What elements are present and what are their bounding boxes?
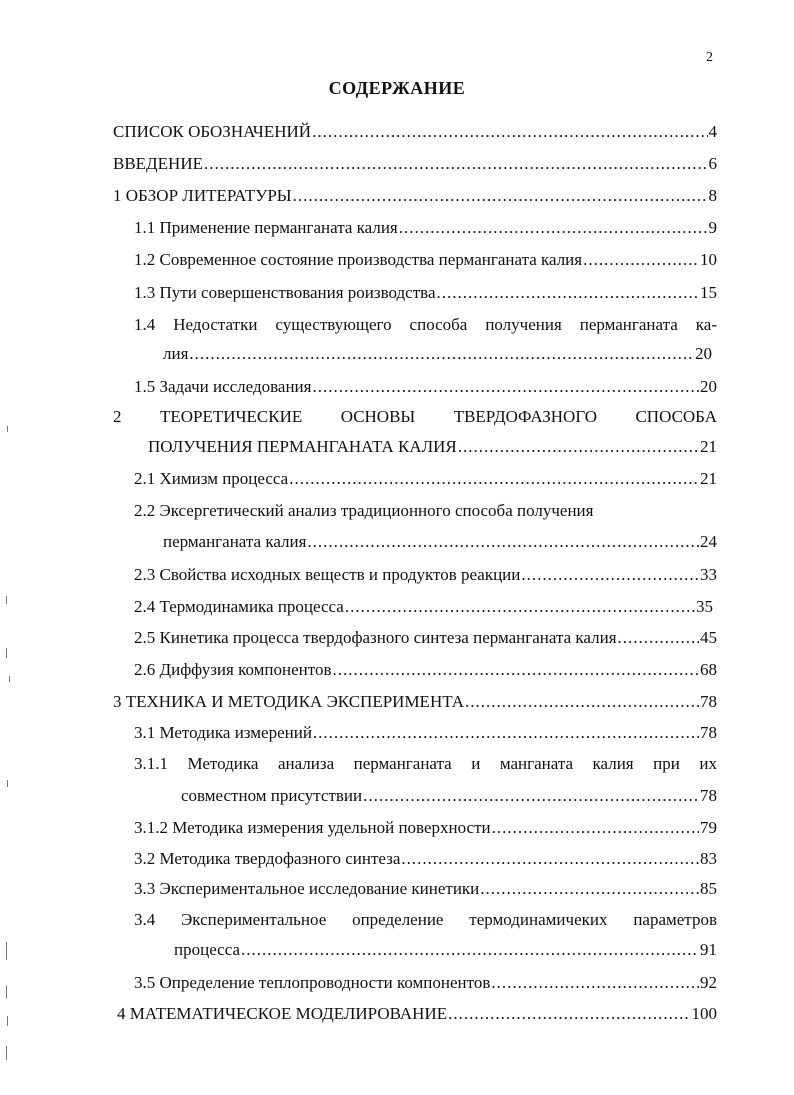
toc-leader: [345, 596, 695, 618]
toc-entry-2-4[interactable]: [134, 596, 713, 618]
toc-leader: [241, 939, 699, 961]
toc-entry-2-6[interactable]: [134, 659, 717, 681]
toc-entry-3-2[interactable]: [134, 848, 717, 870]
toc-page: 85: [700, 879, 717, 898]
toc-page: 100: [691, 1004, 717, 1023]
toc-word: ОСНОВЫ: [340, 407, 416, 426]
toc-word: перманганата: [579, 315, 678, 334]
toc-word: 3.4: [134, 910, 156, 929]
toc-entry-chapter-2-continued[interactable]: [148, 436, 717, 458]
toc-label: 3.3 Экспериментальное исследование кинетики: [134, 879, 480, 898]
toc-page: 79: [700, 818, 717, 837]
toc-page: 4: [708, 122, 717, 141]
toc-entry-3-1-1[interactable]: [134, 753, 717, 775]
toc-word: и: [471, 754, 481, 773]
toc-label: лия: [163, 344, 189, 363]
toc-entry-chapter-4[interactable]: [117, 1003, 717, 1025]
toc-page: 15: [700, 283, 717, 302]
toc-label: 1.5 Задачи исследования: [134, 377, 312, 396]
toc-word: калия: [592, 754, 634, 773]
toc-entry-2-5[interactable]: [134, 627, 717, 649]
toc-label: процесса: [174, 940, 241, 959]
toc-word: ТВЕРДОФАЗНОГО: [453, 407, 598, 426]
toc-word: существующего: [275, 315, 392, 334]
toc-label: 3 ТЕХНИКА И МЕТОДИКА ЭКСПЕРИМЕНТА: [113, 692, 465, 711]
toc-label: 2.3 Свойства исходных веществ и продуктов реакции: [134, 565, 521, 584]
toc-leader: [458, 436, 699, 458]
toc-label: ПОЛУЧЕНИЯ ПЕРМАНГАНАТА КАЛИЯ: [148, 437, 457, 456]
toc-label: 1 ОБЗОР ЛИТЕРАТУРЫ: [113, 186, 292, 205]
toc-page: 92: [700, 973, 717, 992]
scan-mark: [6, 986, 7, 998]
toc-word: Методика: [187, 754, 259, 773]
toc-leader: [312, 376, 699, 398]
toc-leader: [363, 785, 699, 807]
toc-entry-3-4[interactable]: [134, 909, 717, 931]
toc-entry-2-2[interactable]: 2.2 Эксергетический анализ традиционного способа получения: [134, 501, 594, 520]
toc-entry-introduction[interactable]: [113, 153, 717, 175]
toc-word: Недостатки: [173, 315, 258, 334]
toc-page: 10: [700, 250, 717, 269]
toc-leader: [289, 468, 699, 490]
toc-word: 1.4: [134, 315, 156, 334]
toc-page: 8: [708, 186, 717, 205]
toc-label: 1.1 Применение перманганата калия: [134, 218, 398, 237]
toc-label: перманганата калия: [163, 532, 307, 551]
toc-page: 20: [700, 377, 717, 396]
toc-label: 3.2 Методика твердофазного синтеза: [134, 849, 401, 868]
toc-leader: [480, 878, 699, 900]
scan-mark: [6, 648, 7, 658]
toc-leader: [437, 282, 699, 304]
toc-label: СПИСОК ОБОЗНАЧЕНИЙ: [113, 122, 312, 141]
scan-mark: [7, 1016, 8, 1026]
toc-entry-1-3[interactable]: [134, 282, 717, 304]
toc-entry-list-of-symbols[interactable]: [113, 121, 717, 143]
toc-word: анализа: [277, 754, 335, 773]
toc-page: 24: [700, 532, 717, 551]
toc-word: способа: [409, 315, 468, 334]
toc-page: 78: [700, 723, 717, 742]
toc-label: 2.1 Химизм процесса: [134, 469, 289, 488]
toc-word: перманганата: [353, 754, 452, 773]
toc-entry-3-1[interactable]: [134, 722, 717, 744]
toc-entry-1-5[interactable]: [134, 376, 717, 398]
toc-label: 2.5 Кинетика процесса твердофазного синтеза перманганата калия: [134, 628, 617, 647]
toc-label: 1.2 Современное состояние производства перманганата калия: [134, 250, 583, 269]
toc-entry-2-2-continued[interactable]: [163, 531, 717, 553]
toc-label: ВВЕДЕНИЕ: [113, 154, 203, 173]
scan-mark: [6, 942, 7, 960]
toc-page: 6: [708, 154, 717, 173]
toc-entry-1-4-continued[interactable]: [163, 343, 712, 365]
toc-word: СПОСОБА: [635, 407, 717, 426]
page-title: СОДЕРЖАНИЕ: [328, 78, 466, 98]
toc-entry-chapter-2[interactable]: [113, 406, 717, 428]
toc-page: 78: [700, 786, 717, 805]
toc-entry-3-3[interactable]: [134, 878, 717, 900]
toc-label: 4 МАТЕМАТИЧЕСКОЕ МОДЕЛИРОВАНИЕ: [117, 1004, 448, 1023]
toc-entry-3-4-continued[interactable]: [174, 939, 717, 961]
toc-entry-chapter-3[interactable]: [113, 691, 717, 713]
toc-entry-1-2[interactable]: [134, 249, 717, 271]
toc-word: 2: [113, 407, 122, 426]
toc-leader: [189, 343, 694, 365]
toc-word: при: [653, 754, 680, 773]
toc-page: 21: [700, 469, 717, 488]
toc-leader: [399, 217, 708, 239]
toc-label: совместном присутствии: [181, 786, 363, 805]
scan-mark: [9, 676, 10, 682]
toc-entry-1-4[interactable]: [134, 314, 717, 336]
toc-leader: [293, 185, 708, 207]
toc-word: ТЕОРЕТИЧЕСКИЕ: [159, 407, 303, 426]
toc-page: 45: [700, 628, 717, 647]
toc-word: ка-: [695, 315, 717, 334]
toc-page: 33: [700, 565, 717, 584]
toc-word: термодинамичеких: [469, 910, 608, 929]
toc-entry-3-5[interactable]: [134, 972, 717, 994]
scan-mark: [6, 1046, 7, 1060]
toc-leader: [307, 531, 699, 553]
toc-page: 9: [708, 218, 717, 237]
toc-word: получения: [485, 315, 562, 334]
scan-mark: [7, 426, 8, 432]
toc-label: 2.6 Диффузия компонентов: [134, 660, 332, 679]
page-number: 2: [706, 50, 713, 65]
toc-label: 3.5 Определение теплопроводности компонентов: [134, 973, 491, 992]
scan-mark: [6, 596, 7, 604]
toc-leader: [332, 659, 699, 681]
toc-label: 2.4 Термодинамика процесса: [134, 597, 344, 616]
toc-word: определение: [352, 910, 444, 929]
toc-page: 78: [700, 692, 717, 711]
toc-leader: [312, 121, 707, 143]
toc-page: 91: [700, 940, 717, 959]
toc-leader: [618, 627, 699, 649]
toc-page: 68: [700, 660, 717, 679]
toc-page: 20: [695, 344, 712, 363]
toc-leader: [448, 1003, 690, 1025]
toc-leader: [491, 972, 699, 994]
toc-word: их: [699, 754, 717, 773]
toc-word: 3.1.1: [134, 754, 168, 773]
toc-page: 35: [696, 597, 713, 616]
toc-entry-2-1[interactable]: [134, 468, 717, 490]
toc-label: 1.3 Пути совершенствования роизводства: [134, 283, 436, 302]
toc-label: 3.1 Методика измерений: [134, 723, 312, 742]
toc-word: манганата: [499, 754, 574, 773]
toc-label: 3.1.2 Методика измерения удельной поверхности: [134, 818, 491, 837]
toc-leader: [492, 817, 699, 839]
toc-leader: [313, 722, 699, 744]
toc-entry-1-1[interactable]: [134, 217, 717, 239]
toc-leader: [521, 564, 699, 586]
toc-leader: [204, 153, 708, 175]
toc-leader: [583, 249, 699, 271]
toc-page: 21: [700, 437, 717, 456]
toc-word: Экспериментальное: [181, 910, 327, 929]
toc-entry-2-3[interactable]: [134, 564, 717, 586]
toc-entry-literature-review[interactable]: [113, 185, 717, 207]
toc-leader: [401, 848, 699, 870]
scan-mark: [7, 780, 8, 787]
toc-page: 83: [700, 849, 717, 868]
toc-entry-3-1-1-continued[interactable]: [181, 785, 717, 807]
toc-leader: [465, 691, 699, 713]
toc-entry-3-1-2[interactable]: [134, 817, 717, 839]
toc-word: параметров: [633, 910, 717, 929]
